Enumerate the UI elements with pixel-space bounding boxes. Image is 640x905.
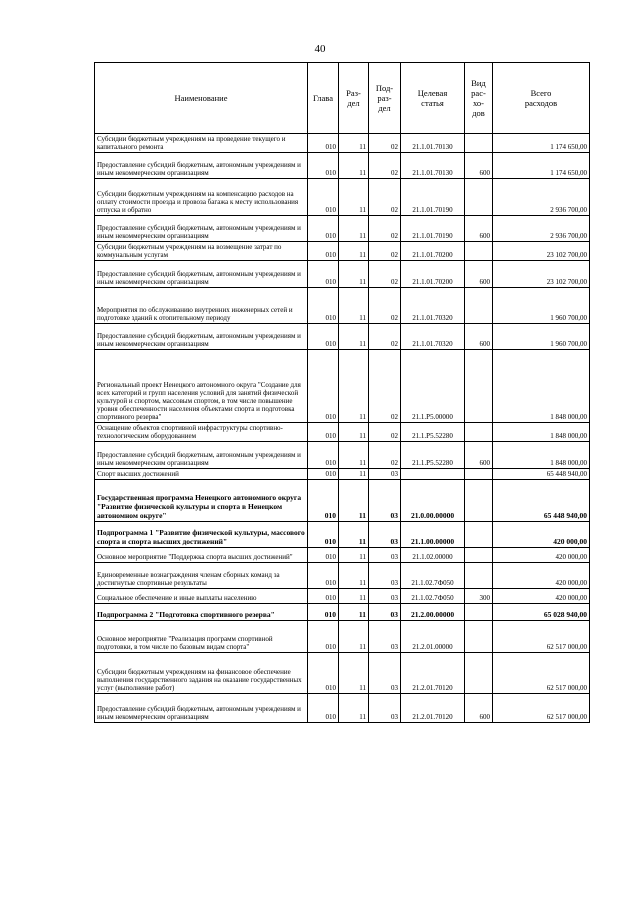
cell-subsection: 02 <box>369 423 401 442</box>
cell-subsection: 03 <box>369 563 401 589</box>
cell-chapter: 010 <box>308 216 339 242</box>
table-row <box>95 653 590 694</box>
table-row <box>95 242 590 261</box>
cell-chapter: 010 <box>308 563 339 589</box>
cell-subsection: 03 <box>369 469 401 480</box>
cell-section: 11 <box>339 288 369 324</box>
table-row <box>95 522 590 548</box>
cell-section: 11 <box>339 469 369 480</box>
cell-expense-type <box>465 350 493 423</box>
cell-target: 21.2.01.70120 <box>401 653 465 694</box>
cell-target: 21.1.P5.00000 <box>401 350 465 423</box>
cell-subsection: 03 <box>369 653 401 694</box>
header-target: Целевая статья <box>401 63 465 134</box>
cell-chapter: 010 <box>308 604 339 621</box>
cell-subsection: 03 <box>369 480 401 522</box>
cell-total: 23 102 700,00 <box>493 261 590 288</box>
cell-name: Единовременные вознаграждения членам сборных команд за достигнутые спортивные результаты <box>95 563 308 589</box>
cell-total: 1 848 000,00 <box>493 442 590 469</box>
cell-expense-type: 300 <box>465 589 493 604</box>
table-row <box>95 153 590 179</box>
cell-name: Основное мероприятие "Реализация программ спортивной подготовки, в том числе по базовым видам спорта" <box>95 621 308 653</box>
cell-name: Субсидии бюджетным учреждениям на возмещение затрат по коммунальным услугам <box>95 242 308 261</box>
cell-chapter: 010 <box>308 242 339 261</box>
cell-expense-type: 600 <box>465 153 493 179</box>
cell-target: 21.1.01.70320 <box>401 288 465 324</box>
cell-chapter: 010 <box>308 522 339 548</box>
cell-name: Субсидии бюджетным учреждениям на проведение текущего и капитального ремонта <box>95 134 308 153</box>
table-row <box>95 621 590 653</box>
cell-total: 2 936 700,00 <box>493 216 590 242</box>
cell-name: Оснащение объектов спортивной инфраструктуры спортивно-технологическим оборудованием <box>95 423 308 442</box>
cell-total: 1 960 700,00 <box>493 288 590 324</box>
cell-subsection: 03 <box>369 694 401 723</box>
header-total: Всего расходов <box>493 63 590 134</box>
cell-name: Субсидии бюджетным учреждениям на компенсацию расходов на оплату стоимости проезда и провоза багажа к месту использования отпуска и обратно <box>95 179 308 216</box>
cell-section: 11 <box>339 350 369 423</box>
cell-total: 420 000,00 <box>493 589 590 604</box>
cell-target: 21.1.01.70200 <box>401 242 465 261</box>
cell-target <box>401 469 465 480</box>
cell-expense-type <box>465 179 493 216</box>
cell-subsection: 02 <box>369 216 401 242</box>
cell-target: 21.1.01.70320 <box>401 324 465 350</box>
cell-section: 11 <box>339 134 369 153</box>
cell-name: Предоставление субсидий бюджетным, автономным учреждениям и иным некоммерческим организациям <box>95 261 308 288</box>
table-row <box>95 288 590 324</box>
cell-section: 11 <box>339 480 369 522</box>
cell-section: 11 <box>339 621 369 653</box>
cell-expense-type <box>465 522 493 548</box>
cell-expense-type <box>465 653 493 694</box>
header-row <box>95 63 590 134</box>
cell-name: Предоставление субсидий бюджетным, автономным учреждениям и иным некоммерческим организациям <box>95 694 308 723</box>
cell-chapter: 010 <box>308 589 339 604</box>
cell-name: Предоставление субсидий бюджетным, автономным учреждениям и иным некоммерческим организациям <box>95 442 308 469</box>
cell-chapter: 010 <box>308 653 339 694</box>
cell-total: 1 960 700,00 <box>493 324 590 350</box>
cell-target: 21.2.01.00000 <box>401 621 465 653</box>
cell-name: Подпрограмма 2 "Подготовка спортивного резерва" <box>95 604 308 621</box>
cell-total: 420 000,00 <box>493 522 590 548</box>
cell-name: Предоставление субсидий бюджетным, автономным учреждениям и иным некоммерческим организациям <box>95 324 308 350</box>
page-number: 40 <box>314 43 326 55</box>
cell-expense-type: 600 <box>465 694 493 723</box>
table-row <box>95 134 590 153</box>
cell-section: 11 <box>339 261 369 288</box>
header-name: Наименование <box>95 63 308 134</box>
cell-name: Государственная программа Ненецкого автономного округа "Развитие физической культуры и спорта в Ненецком автономном округе" <box>95 480 308 522</box>
cell-chapter: 010 <box>308 350 339 423</box>
cell-target: 21.1.01.70200 <box>401 261 465 288</box>
table-row <box>95 442 590 469</box>
cell-subsection: 02 <box>369 242 401 261</box>
cell-chapter: 010 <box>308 134 339 153</box>
cell-total: 420 000,00 <box>493 548 590 563</box>
cell-expense-type <box>465 621 493 653</box>
cell-section: 11 <box>339 179 369 216</box>
cell-name: Основное мероприятие "Поддержка спорта высших достижений" <box>95 548 308 563</box>
cell-target: 21.1.01.70190 <box>401 216 465 242</box>
cell-total: 62 517 000,00 <box>493 694 590 723</box>
cell-chapter: 010 <box>308 469 339 480</box>
table-row <box>95 423 590 442</box>
table-row <box>95 469 590 480</box>
cell-subsection: 03 <box>369 548 401 563</box>
cell-section: 11 <box>339 242 369 261</box>
cell-total: 2 936 700,00 <box>493 179 590 216</box>
cell-section: 11 <box>339 604 369 621</box>
table-row <box>95 563 590 589</box>
cell-target: 21.1.P5.52280 <box>401 442 465 469</box>
cell-expense-type: 600 <box>465 324 493 350</box>
table-row <box>95 480 590 522</box>
cell-expense-type <box>465 469 493 480</box>
cell-target: 21.1.01.70130 <box>401 134 465 153</box>
cell-subsection: 02 <box>369 153 401 179</box>
cell-expense-type <box>465 604 493 621</box>
cell-chapter: 010 <box>308 442 339 469</box>
header-chapter: Глава <box>308 63 339 134</box>
table-row <box>95 604 590 621</box>
cell-section: 11 <box>339 522 369 548</box>
cell-name: Спорт высших достижений <box>95 469 308 480</box>
cell-name: Подпрограмма 1 "Развитие физической культуры, массового спорта и спорта высших достижений" <box>95 522 308 548</box>
cell-chapter: 010 <box>308 179 339 216</box>
cell-target: 21.1.02.7Ф050 <box>401 589 465 604</box>
cell-subsection: 02 <box>369 350 401 423</box>
table-row <box>95 261 590 288</box>
cell-total: 65 448 940,00 <box>493 480 590 522</box>
cell-expense-type: 600 <box>465 216 493 242</box>
cell-subsection: 03 <box>369 589 401 604</box>
budget-table <box>94 62 590 723</box>
cell-section: 11 <box>339 442 369 469</box>
cell-expense-type <box>465 480 493 522</box>
table-row <box>95 548 590 563</box>
cell-chapter: 010 <box>308 480 339 522</box>
cell-total: 1 848 000,00 <box>493 423 590 442</box>
cell-section: 11 <box>339 324 369 350</box>
cell-total: 1 848 000,00 <box>493 350 590 423</box>
cell-section: 11 <box>339 589 369 604</box>
cell-section: 11 <box>339 548 369 563</box>
cell-target: 21.1.P5.52280 <box>401 423 465 442</box>
cell-subsection: 02 <box>369 261 401 288</box>
cell-chapter: 010 <box>308 153 339 179</box>
cell-section: 11 <box>339 153 369 179</box>
header-subsection: Под- раз- дел <box>369 63 401 134</box>
cell-name: Предоставление субсидий бюджетным, автономным учреждениям и иным некоммерческим организациям <box>95 216 308 242</box>
cell-target: 21.1.01.70130 <box>401 153 465 179</box>
cell-total: 23 102 700,00 <box>493 242 590 261</box>
cell-subsection: 02 <box>369 442 401 469</box>
table-row <box>95 179 590 216</box>
table-row <box>95 324 590 350</box>
cell-expense-type <box>465 548 493 563</box>
cell-expense-type: 600 <box>465 442 493 469</box>
cell-section: 11 <box>339 694 369 723</box>
cell-target: 21.1.01.70190 <box>401 179 465 216</box>
cell-expense-type <box>465 563 493 589</box>
cell-target: 21.2.01.70120 <box>401 694 465 723</box>
cell-target: 21.1.02.00000 <box>401 548 465 563</box>
cell-expense-type <box>465 134 493 153</box>
cell-chapter: 010 <box>308 261 339 288</box>
cell-name: Мероприятия по обслуживанию внутренних инженерных сетей и подготовке зданий к отопительному периоду <box>95 288 308 324</box>
cell-target: 21.0.00.00000 <box>401 480 465 522</box>
cell-target: 21.1.00.00000 <box>401 522 465 548</box>
cell-chapter: 010 <box>308 324 339 350</box>
cell-expense-type <box>465 288 493 324</box>
cell-expense-type <box>465 242 493 261</box>
cell-subsection: 03 <box>369 621 401 653</box>
cell-total: 1 174 650,00 <box>493 153 590 179</box>
cell-section: 11 <box>339 653 369 694</box>
header-expense-type: Вид рас- хо- дов <box>465 63 493 134</box>
cell-section: 11 <box>339 216 369 242</box>
cell-expense-type: 600 <box>465 261 493 288</box>
table-row <box>95 216 590 242</box>
cell-subsection: 02 <box>369 288 401 324</box>
cell-subsection: 03 <box>369 522 401 548</box>
cell-target: 21.1.02.7Ф050 <box>401 563 465 589</box>
cell-total: 420 000,00 <box>493 563 590 589</box>
header-section: Раз- дел <box>339 63 369 134</box>
cell-subsection: 03 <box>369 604 401 621</box>
cell-name: Субсидии бюджетным учреждениям на финансовое обеспечение выполнения государственного задания на оказание государственных услуг (выполнение работ) <box>95 653 308 694</box>
cell-expense-type <box>465 423 493 442</box>
cell-name: Социальное обеспечение и иные выплаты населению <box>95 589 308 604</box>
cell-chapter: 010 <box>308 423 339 442</box>
cell-chapter: 010 <box>308 621 339 653</box>
cell-subsection: 02 <box>369 324 401 350</box>
cell-section: 11 <box>339 423 369 442</box>
cell-chapter: 010 <box>308 288 339 324</box>
cell-total: 65 448 940,00 <box>493 469 590 480</box>
cell-subsection: 02 <box>369 134 401 153</box>
cell-chapter: 010 <box>308 694 339 723</box>
cell-section: 11 <box>339 563 369 589</box>
cell-total: 65 028 940,00 <box>493 604 590 621</box>
cell-chapter: 010 <box>308 548 339 563</box>
cell-name: Предоставление субсидий бюджетным, автономным учреждениям и иным некоммерческим организациям <box>95 153 308 179</box>
table-row <box>95 350 590 423</box>
cell-target: 21.2.00.00000 <box>401 604 465 621</box>
cell-total: 62 517 000,00 <box>493 621 590 653</box>
cell-name: Региональный проект Ненецкого автономного округа "Создание для всех категорий и групп населения условий для занятий физической культурой и спортом, массовым спортом, в том числе повышение уровня обеспеченности населения объектами спорта и подготовка спортивного резерва" <box>95 350 308 423</box>
table-row <box>95 589 590 604</box>
cell-subsection: 02 <box>369 179 401 216</box>
table-row <box>95 694 590 723</box>
cell-total: 62 517 000,00 <box>493 653 590 694</box>
cell-total: 1 174 650,00 <box>493 134 590 153</box>
